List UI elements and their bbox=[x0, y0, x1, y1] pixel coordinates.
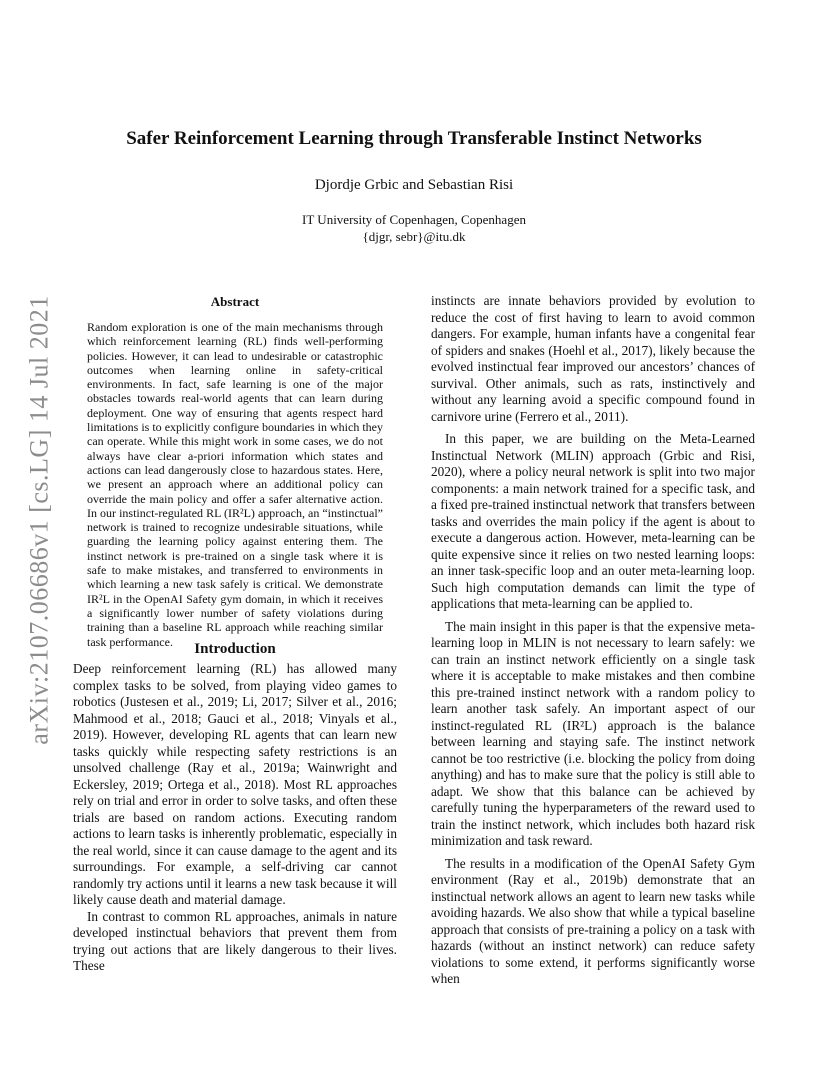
affiliation: IT University of Copenhagen, Copenhagen bbox=[302, 212, 526, 227]
arxiv-identifier-sidebar bbox=[10, 295, 70, 745]
right-column-body bbox=[431, 293, 755, 988]
introduction-heading: Introduction bbox=[194, 641, 276, 657]
intro-paragraph: In contrast to common RL approaches, animals in nature developed instinctual behaviors that prevent them from trying out actions that are likely dangerous to their lives. These bbox=[73, 908, 397, 973]
body-paragraph: The main insight in this paper is that the expensive meta-learning loop in MLIN is not necessary to learn safely: we can train an instinct network efficiently on a single task where it is acceptable to make mistakes and then combine this pre-trained instinct network with a random policy to learn another task safely. An important aspect of our instinct-regulated RL (IR²L) approach is the balance between learning and staying safe. The instinct network cannot be too restrictive (i.e. blocking the policy from doing anything) and has to make sure that the policy is still able to adapt. We show that this balance can be achieved by carefully tuning the hyperparameters of the reward used to train the instinct network, which includes both hazard risk minimization and task reward. bbox=[431, 618, 755, 848]
arxiv-id-text: arXiv:2107.06686v1 [cs.LG] 14 Jul 2021 bbox=[25, 295, 54, 745]
paper-authors: Djordje Grbic and Sebastian Risi bbox=[314, 177, 514, 193]
paper-title: Safer Reinforcement Learning through Transferable Instinct Networks bbox=[126, 128, 702, 149]
author-emails: {djgr, sebr}@itu.dk bbox=[362, 229, 466, 244]
affiliation-block bbox=[0, 211, 828, 245]
body-paragraph: The results in a modification of the OpenAI Safety Gym environment (Ray et al., 2019b) demonstrate that an instinctual network allows an agent to learn new tasks while avoiding hazards. We also show that while a typical baseline approach that consists of pre-training a policy on a task with hazards (without an instinct network) can reduce safety violations to some extend, it performs significantly worse when bbox=[431, 855, 755, 986]
body-paragraph: In this paper, we are building on the Meta-Learned Instinctual Network (MLIN) approach (Grbic and Risi, 2020), where a policy neural network is split into two major components: a main network trained for a specific task, and a fixed pre-trained instinctual network that transfers between tasks and overrides the main policy if the agent is about to execute a dangerous action. However, meta-learning can be quite expensive since it relies on two nested learning loops: an inner task-specific loop and an outer meta-learning loop. Such high computation demands can limit the type of applications that meta-learning can be applied to. bbox=[431, 431, 755, 611]
intro-paragraph: Deep reinforcement learning (RL) has allowed many complex tasks to be solved, from playing video games to robotics (Justesen et al., 2019; Li, 2017; Silver et al., 2016; Mahmood et al., 2018; Gauci et al., 2018; Vinyals et al., 2019). However, developing RL agents that can learn new tasks quickly while respecting safety restrictions is an unsolved challenge (Ray et al., 2019a; Wainwright and Eckersley, 2019; Ortega et al., 2018). Most RL approaches rely on trial and error in order to solve tasks, and often these trials are based on random actions. Executing random actions to learn tasks is inherently problematic, especially in the real world, since it can cause damage to the agent and its surroundings. For example, a self-driving car cannot randomly try actions until it learns a new task because it will likely cause death and material damage. bbox=[73, 661, 397, 907]
body-paragraph: instincts are innate behaviors provided by evolution to reduce the cost of first having to learn to avoid common dangers. For example, human infants have a congenital fear of spiders and snakes (Hoehl et al., 2017), likely because the evolved instinctual fear improved our ancestors’ chances of survival. Other animals, such as rats, instinctively and without any learning avoid a specific compound found in carnivore urine (Ferrero et al., 2011). bbox=[431, 293, 755, 424]
abstract-text: Random exploration is one of the main mechanisms through which reinforcement learning (RL) finds well-performing policies. However, it can lead to undesirable or catastrophic outcomes when learning online in safety-critical environments. In fact, safe learning is one of the major obstacles towards real-world agents that can learn during deployment. One way of ensuring that agents respect hard limitations is to explicitly configure boundaries in which they can operate. While this might work in some cases, we do not always have clear a-priori information which states and actions can lead dangerously close to hazardous states. Here, we present an approach where an additional policy can override the main policy and offer a safer alternative action. In our instinct-regulated RL (IR²L) approach, an “instinctual” network is trained to recognize undesirable situations, while guarding the learning policy against entering them. The instinct network is pre-trained on a single task where it is safe to make mistakes, and transferred to environments in which learning a new task safely is critical. We demonstrate IR²L in the OpenAI Safety gym domain, in which it receives a significantly lower number of safety violations during training than a baseline RL approach while reaching similar task performance. bbox=[87, 320, 383, 649]
abstract-heading: Abstract bbox=[210, 294, 260, 309]
introduction-body bbox=[73, 661, 397, 975]
